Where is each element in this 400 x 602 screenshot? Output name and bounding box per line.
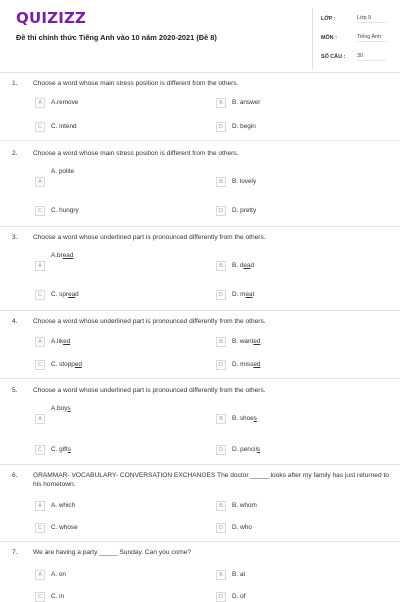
meta-grade: LỚP : Lớp 9 [321,12,387,25]
question-divider [0,541,400,542]
option-letter-badge: D [216,523,226,533]
option-letter-badge: C [35,445,45,455]
option-letter-badge: A [35,501,45,511]
option-letter-badge: C [35,206,45,216]
option-letter-badge: B [216,337,226,347]
underlined-part: ed [63,338,71,345]
option-letter-badge: D [216,290,226,300]
option-letter-badge: D [216,360,226,370]
meta-count: SỐ CÂU : 30 [321,50,387,63]
worksheet-header [0,0,400,72]
option-letter-badge: A [35,337,45,347]
underlined-part: ea [245,291,253,298]
underlined-part: s [253,415,257,422]
option-letter-badge: B [216,261,226,271]
option-letter-badge: C [35,122,45,132]
underlined-part: ea [68,291,76,298]
option-letter-badge: A [35,570,45,580]
header-divider [0,72,400,73]
option-letter-badge: B [216,98,226,108]
meta-box [312,8,391,70]
question-number: 2. [12,150,18,157]
question-text: We are having a party _____ Sunday. Can you come? [33,549,192,556]
option-letter-badge: A [35,177,45,187]
option-letter-badge: D [216,206,226,216]
question-text: Choose a word whose main stress position is different from the others. [33,80,239,87]
question-text: GRAMMAR- VOCABULARY- CONVERSATION EXCHANGES The doctor _____ looks after my family has just returned to his hometown. [33,472,389,488]
question-divider [0,378,400,379]
underlined-part: s [256,446,261,453]
question-divider [0,226,400,227]
option-letter-badge: C [35,592,45,602]
underlined-part: s [67,405,71,412]
question-number: 7. [12,549,18,556]
quizizz-logo: QUIZIZZ [16,9,87,27]
question-divider [0,140,400,141]
option-letter-badge: B [216,570,226,580]
option-letter-badge: A [35,98,45,108]
question-text: Choose a word whose underlined part is pronounced differently from the others. [33,318,266,325]
question-text: Choose a word whose underlined part is pronounced differently from the others. [33,387,266,394]
underlined-part: ed [253,338,261,345]
option-letter-badge: C [35,290,45,300]
option-letter-badge: C [35,523,45,533]
underlined-part: ed [253,361,261,368]
underlined-part: ead [62,252,74,259]
question-number: 1. [12,80,18,87]
option-letter-badge: D [216,122,226,132]
option-letter-badge: B [216,501,226,511]
question-number: 3. [12,234,18,241]
question-divider [0,310,400,311]
underlined-part: s [67,446,71,453]
meta-subject: MÔN : Tiếng Anh [321,31,387,44]
option-letter-badge: C [35,360,45,370]
question-text: Choose a word whose main stress position is different from the others. [33,150,239,157]
question-number: 4. [12,318,18,325]
option-letter-badge: A [35,261,45,271]
question-number: 5. [12,387,18,394]
option-letter-badge: D [216,592,226,602]
underlined-part: ed [74,361,82,368]
option-letter-badge: B [216,414,226,424]
question-divider [0,464,400,465]
option-letter-badge: D [216,445,226,455]
underlined-part: ea [243,262,251,269]
question-text: Choose a word whose underlined part is pronounced differently from the others. [33,234,266,241]
question-number: 6. [12,472,18,479]
option-letter-badge: A [35,414,45,424]
document-title: Đề thi chính thức Tiếng Anh vào 10 năm 2020-2021 (Đề 8) [16,33,217,42]
option-letter-badge: B [216,177,226,187]
